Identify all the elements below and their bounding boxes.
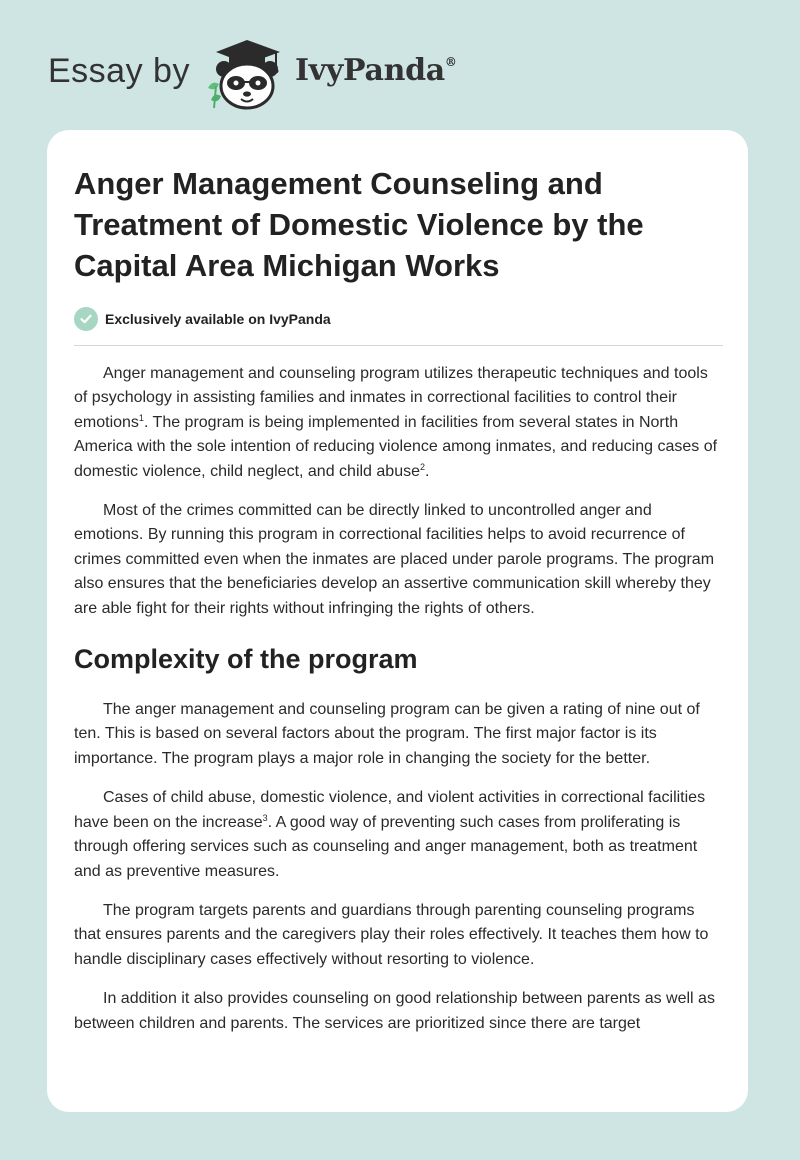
paragraph [74,499,724,621]
registered-mark: ® [444,55,457,69]
paragraph [74,362,724,484]
paragraph-text: . The program is being implemented in facilities from several states in North America with the sole intention of reducing violence among inmates, and reducing cases of domestic violence, child neglect, and child abuse [74,413,718,480]
footnote-ref[interactable]: 2 [419,461,425,472]
footnote-ref[interactable]: 1 [138,412,144,423]
essay-card [47,130,748,1112]
check-circle-icon [74,307,98,331]
essay-by-label: Essay by [48,52,190,90]
paragraph-text: The program targets parents and guardians through parenting counseling programs that ensures parents and the caregivers play their roles effectively. It teaches them how to handle disciplinary cases effectively without resorting to violence. [74,901,709,968]
brand-name [295,53,457,88]
essay-title: Anger Management Counseling and Treatment of Domestic Violence by the Capital Area Michigan Works [74,166,644,283]
paragraph [74,698,724,771]
paragraph-text: In addition it also provides counseling on good relationship between parents as well as between children and parents. The services are prioritized since there are target [74,990,715,1032]
panda-logo-icon [202,36,292,112]
paragraph-text: Cases of child abuse, domestic violence, and violent activities in correctional facilities have been on the increase [74,789,706,831]
paragraph [74,987,724,1036]
paragraph-text: Most of the crimes committed can be directly linked to uncontrolled anger and emotions. By running this program in correctional facilities helps to avoid recurrence of crimes committed even when the inmates are placed under parole programs. The program also ensures that the beneficiaries develop an assertive communication skill whereby they are able fight for their rights without infringing the rights of others. [74,502,715,617]
paragraph-text: Anger management and counseling program utilizes therapeutic techniques and tools of psychology in assisting families and inmates in correctional facilities to control their emotions [74,365,708,431]
brand-text: IvyPanda [295,53,445,88]
exclusive-badge [74,306,331,332]
divider [74,345,723,346]
section-heading: Complexity of the program [74,644,418,675]
paragraph-text: . [425,462,430,480]
footnote-ref[interactable]: 3 [262,812,268,823]
exclusive-badge-label: Exclusively available on IvyPanda [105,311,331,327]
site-header [48,36,568,112]
paragraph-text: . A good way of preventing such cases from proliferating is through offering services such as counseling and anger management, both as treatment and as preventive measures. [74,813,698,880]
paragraph [74,899,724,972]
paragraph-text: The anger management and counseling program can be given a rating of nine out of ten. This is based on several factors about the program. The first major factor is its importance. The program plays a major role in changing the society for the better. [74,701,700,767]
essay-body [74,362,724,1051]
paragraph [74,786,724,884]
